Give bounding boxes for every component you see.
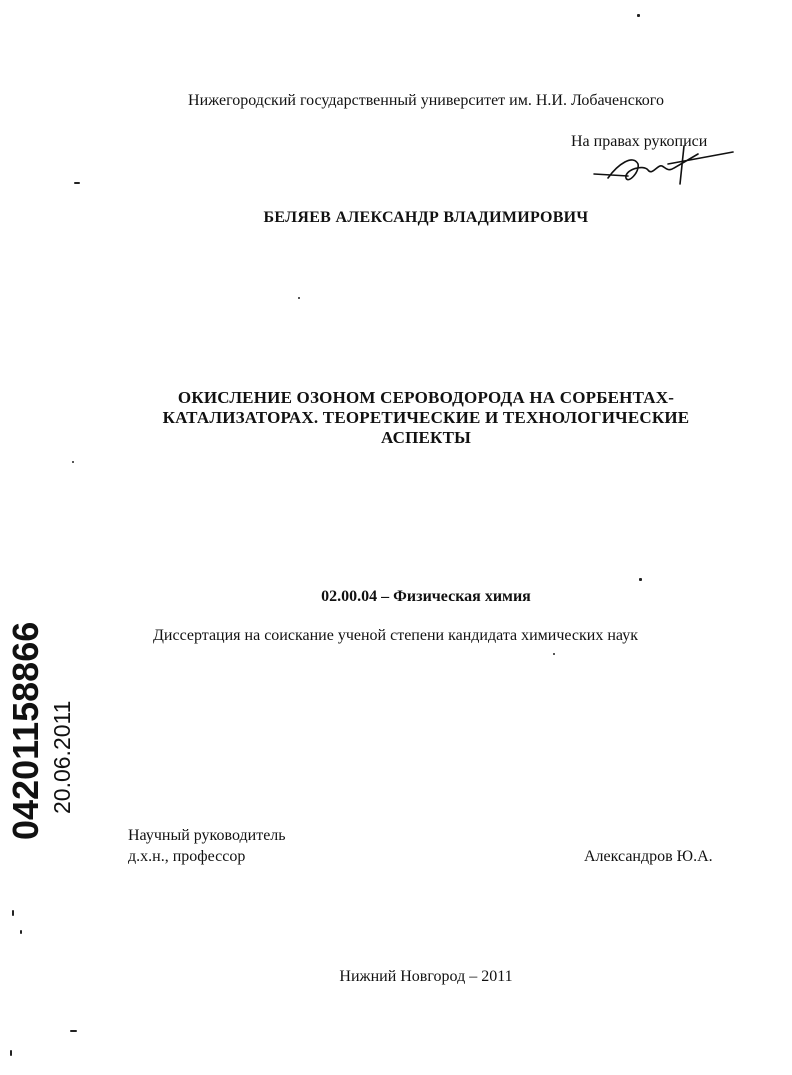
author-signature: [588, 134, 738, 192]
scan-speck: [639, 578, 642, 581]
scan-speck: [20, 930, 22, 934]
scan-speck: [74, 182, 80, 184]
scan-speck: [10, 1050, 12, 1056]
city-year: Нижний Новгород – 2011: [339, 968, 513, 985]
title-line-1: ОКИСЛЕНИЕ ОЗОНОМ СЕРОВОДОРОДА НА СОРБЕНТАХ-: [177, 388, 675, 407]
scan-speck: [298, 297, 300, 299]
specialty: 02.00.04 – Физическая химия: [321, 588, 531, 605]
manuscript-note: На правах рукописи: [571, 133, 708, 150]
supervisor-name: Александров Ю.А.: [584, 848, 713, 865]
university-line: Нижегородский государственный университет им. Н.И. Лобаченского: [188, 92, 664, 109]
title-line-3: АСПЕКТЫ: [380, 428, 472, 447]
scan-speck: [70, 1030, 77, 1032]
degree-line: Диссертация на соискание ученой степени кандидата химических наук: [153, 627, 638, 644]
scan-speck: [553, 653, 555, 655]
scan-speck: [72, 461, 74, 463]
author-name: БЕЛЯЕВ АЛЕКСАНДР ВЛАДИМИРОВИЧ: [263, 209, 589, 226]
supervisor-credentials: д.х.н., профессор: [128, 848, 246, 865]
stamp-number: 04201158866: [5, 621, 46, 840]
title-line-2: КАТАЛИЗАТОРАХ. ТЕОРЕТИЧЕСКИЕ И ТЕХНОЛОГИЧЕСКИЕ: [162, 408, 690, 427]
scan-speck: [12, 910, 14, 916]
stamp-date: 20.06.2011: [49, 700, 75, 814]
dissertation-title: [0, 388, 792, 448]
supervisor-role: Научный руководитель: [128, 827, 286, 844]
scan-speck: [637, 14, 640, 17]
